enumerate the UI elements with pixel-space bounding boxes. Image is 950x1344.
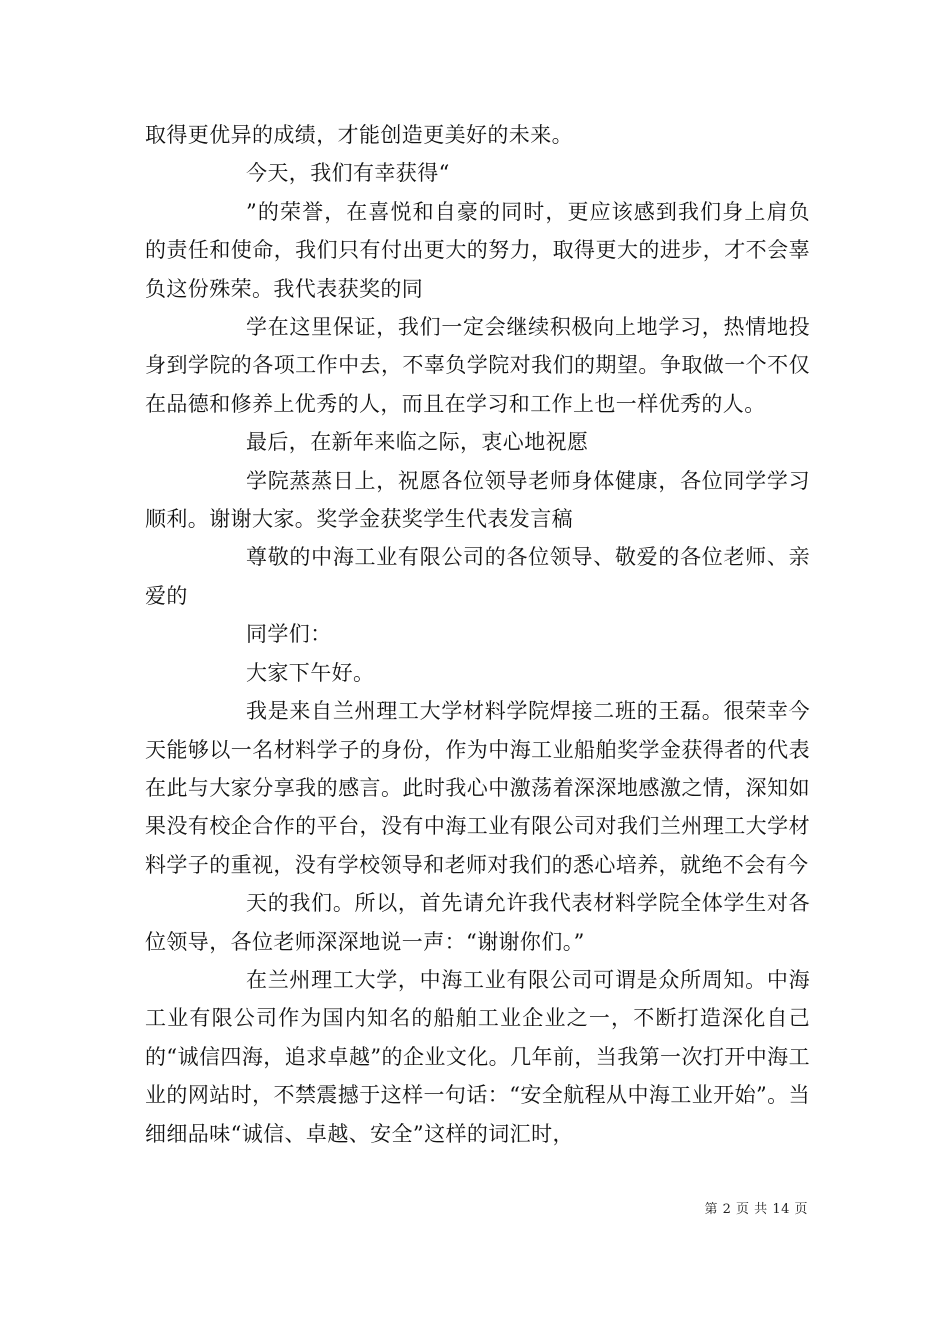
document-body — [145, 116, 810, 1153]
paragraph-4: 学在这里保证，我们一定会继续积极向上地学习，热情地投身到学院的各项工作中去，不辜负学院对我们的期望。争取做一个不仅在品德和修养上优秀的人，而且在学习和工作上也一样优秀的人。 — [145, 315, 810, 416]
paragraph-12: 在兰州理工大学，中海工业有限公司可谓是众所周知。中海工业有限公司作为国内知名的船舶工业企业之一，不断打造深化自己的“诚信四海，追求卓越”的企业文化。几年前，当我第一次打开中海工业的网站时，不禁震撼于这样一句话：“安全航程从中海工业开始”。当细细品味“诚信、卓越、安全”这样的词汇时， — [145, 967, 810, 1146]
paragraph-11: 天的我们。所以，首先请允许我代表材料学院全体学生对各位领导，各位老师深深地说一声：“谢谢你们。” — [145, 891, 810, 954]
paragraph-10: 我是来自兰州理工大学材料学院焊接二班的王磊。很荣幸今天能够以一名材料学子的身份，作为中海工业船舶奖学金获得者的代表在此与大家分享我的感言。此时我心中激荡着深深地感激之情，深知如果没有校企合作的平台，没有中海工业有限公司对我们兰州理工大学材料学子的重视，没有学校领导和老师对我们的悉心培养，就绝不会有今 — [145, 699, 810, 877]
page-number: 第 2 页 共 14 页 — [704, 1202, 808, 1217]
paragraph-6: 学院蒸蒸日上，祝愿各位领导老师身体健康，各位同学学习顺利。谢谢大家。奖学金获奖学生代表发言稿 — [145, 468, 810, 532]
paragraph-9: 大家下午好。 — [246, 660, 375, 685]
paragraph-8: 同学们： — [246, 622, 332, 647]
paragraph-2: 今天，我们有幸获得“ — [246, 161, 450, 186]
paragraph-1: 取得更优异的成绩，才能创造更美好的未来。 — [145, 123, 573, 147]
paragraph-5: 最后，在新年来临之际，衷心地祝愿 — [246, 430, 589, 455]
paragraph-3: ”的荣誉，在喜悦和自豪的同时，更应该感到我们身上肩负的责任和使命，我们只有付出更大的努力，取得更大的进步，才不会辜负这份殊荣。我代表获奖的同 — [145, 199, 810, 301]
paragraph-7: 尊敬的中海工业有限公司的各位领导、敬爱的各位老师、亲爱的 — [145, 545, 810, 608]
